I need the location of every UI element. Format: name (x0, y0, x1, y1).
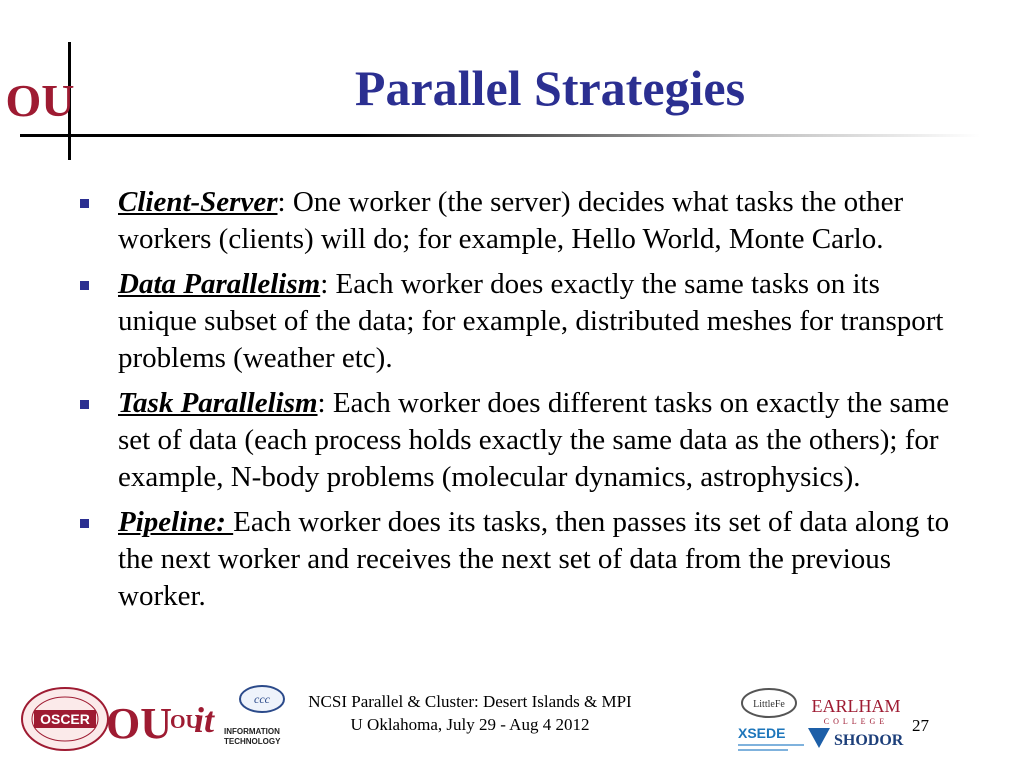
bullet-item (78, 504, 958, 615)
oscer-logo-text: OSCER (40, 711, 90, 727)
xsede-logo (736, 722, 808, 758)
shodor-logo-text: SHODOR (834, 732, 904, 749)
bullet-item (78, 266, 958, 377)
oscer-seal-logo (20, 686, 110, 752)
bullet-square-icon (80, 519, 89, 528)
ou-footer-logo-text: OU (106, 699, 172, 748)
littlefe-logo (740, 686, 798, 720)
earlham-college-logo (808, 694, 904, 728)
earlham-logo-text: EARLHAM (811, 696, 901, 716)
bullet-list (78, 184, 958, 623)
ccc-logo-text: ccc (254, 692, 270, 706)
shodor-logo (806, 724, 906, 752)
bullet-text: Each worker does exactly the same tasks on its unique subset of the data; for example, distributed meshes for transport problems (weather etc). (118, 268, 944, 374)
footer-caption (270, 690, 670, 736)
bullet-term: Data Parallelism (118, 268, 321, 300)
ou-footer-logo-icon (106, 690, 172, 748)
bullet-term: Pipeline: (118, 506, 234, 538)
bullet-text: One worker (the server) decides what tasks the other workers (clients) will do; for example, Hello World, Monte Carlo. (118, 186, 904, 255)
it-logo-text: it (194, 700, 215, 740)
earlham-sub-text: COLLEGE (823, 717, 889, 726)
ou-it-small-text: OU (170, 711, 200, 733)
ou-logo-text: OU (5, 75, 75, 126)
bullet-square-icon (80, 400, 89, 409)
bullet-term: Client-Server (118, 186, 278, 218)
bullet-separator: : (317, 387, 326, 419)
bullet-square-icon (80, 281, 89, 290)
ou-logo-icon (5, 68, 75, 128)
bullet-square-icon (80, 199, 89, 208)
bullet-text: Each worker does its tasks, then passes its set of data along to the next worker and receives the next set of data from the previous worker. (118, 506, 950, 612)
bullet-separator: : (277, 186, 286, 218)
bullet-text: Each worker does different tasks on exactly the same set of data (each process holds exactly the same data as the others); for example, N-body problems (molecular dynamics, astrophysics). (118, 387, 950, 493)
footer-line-2: U Oklahoma, July 29 - Aug 4 2012 (350, 715, 590, 734)
bullet-item (78, 184, 958, 258)
bullet-item (78, 385, 958, 496)
slide-title: Parallel Strategies (354, 60, 746, 116)
littlefe-logo-text: LittleFe (753, 699, 785, 710)
bullet-term: Task Parallelism (118, 387, 318, 419)
it-line1-text: INFORMATION (224, 727, 280, 736)
page-number: 27 (912, 716, 929, 735)
it-line2-text: TECHNOLOGY (224, 737, 281, 746)
bullet-separator: : (320, 268, 329, 300)
xsede-logo-text: XSEDE (738, 725, 786, 741)
header-horizontal-rule (20, 134, 980, 137)
footer-line-1: NCSI Parallel & Cluster: Desert Islands & MPI (308, 692, 632, 711)
